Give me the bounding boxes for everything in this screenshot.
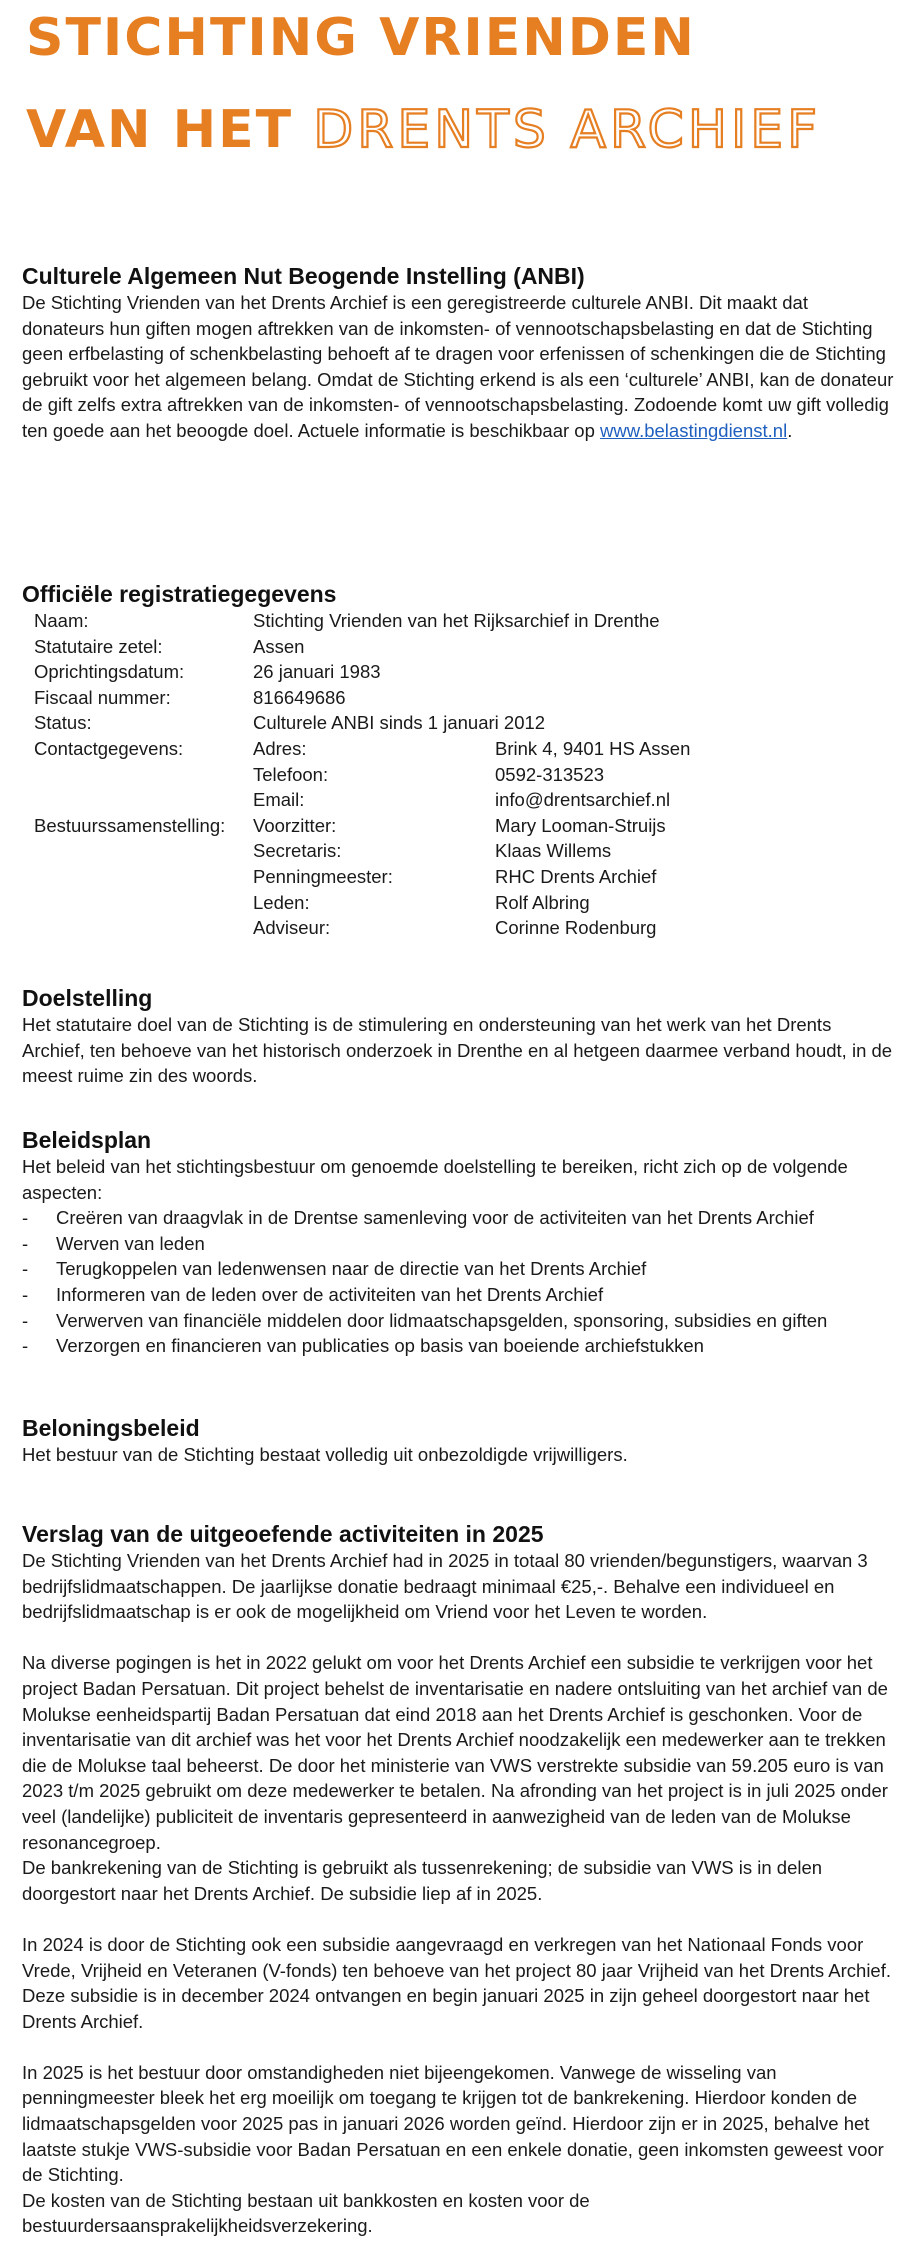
reg-value: 26 januari 1983 bbox=[253, 661, 381, 683]
registration-row bbox=[34, 736, 894, 762]
verslag-paragraph: De kosten van de Stichting bestaan uit bankkosten en kosten voor de bestuurdersaansprakelijkheidsverzekering. bbox=[22, 2189, 590, 2237]
reg-label: Naam: bbox=[34, 610, 89, 631]
verslag-paragraph: In 2024 is door de Stichting ook een subsidie aangevraagd en verkregen van het Nationaal Fonds voor Vrede, Vrijheid en Veteranen (V-fonds) ten behoeve van het project 80 jaar Vrijheid van het Drents Archief. Deze subsidie is in december 2024 ontvangen en begin januari 2025 in zijn geheel doorgestort naar het Drents Archief. bbox=[22, 1933, 891, 2032]
reg-label: Fiscaal nummer: bbox=[34, 686, 171, 708]
registration-table bbox=[34, 608, 894, 941]
reg-label: Statutaire zetel: bbox=[34, 635, 163, 657]
list-item-text: Informeren van de leden over de activiteiten van het Drents Archief bbox=[56, 1283, 604, 1305]
list-item-text: Creëren van draagvlak in de Drentse samenleving voor de activiteiten van het Drents Archief bbox=[56, 1207, 814, 1229]
verslag-paragraph: In 2025 is het bestuur door omstandigheden niet bijeengekomen. Vanwege de wisseling van penningmeester bleek het erg moeilijk om toegang te krijgen tot de bankrekening. Hierdoor konden de lidmaatschapsgelden voor 2025 pas in januari 2026 worden geïnd. Hierdoor zijn er in 2025, behalve het laatste stukje VWS-subsidie voor Badan Persatuan en een enkele donatie, geen inkomsten geweest voor de Stichting. bbox=[22, 2061, 884, 2186]
registration-section bbox=[22, 580, 894, 941]
dash-marker: - bbox=[22, 1283, 29, 1305]
list-item-text: Verzorgen en financieren van publicaties op basis van boeiende archiefstukken bbox=[56, 1335, 704, 1357]
reg-sublabel: Secretaris: bbox=[253, 840, 342, 862]
reg-sublabel: Email: bbox=[253, 789, 305, 811]
registration-row bbox=[34, 710, 894, 736]
reg-sublabel: Leden: bbox=[253, 891, 310, 913]
list-item bbox=[22, 1256, 894, 1282]
doelstelling-section bbox=[22, 984, 894, 1089]
registration-row bbox=[34, 634, 894, 660]
reg-label bbox=[34, 838, 253, 864]
reg-label bbox=[34, 890, 253, 916]
registration-row bbox=[34, 890, 894, 916]
reg-value: Culturele ANBI sinds 1 januari 2012 bbox=[253, 712, 546, 734]
registration-row bbox=[34, 813, 894, 839]
reg-sublabel: Adres: bbox=[253, 737, 307, 759]
reg-sublabel: Voorzitter: bbox=[253, 814, 337, 836]
registration-row bbox=[34, 864, 894, 890]
reg-value: Corinne Rodenburg bbox=[495, 917, 657, 939]
reg-label bbox=[34, 762, 253, 788]
reg-value: RHC Drents Archief bbox=[495, 865, 657, 887]
doelstelling-heading: Doelstelling bbox=[22, 985, 153, 1011]
reg-label: Oprichtingsdatum: bbox=[34, 661, 185, 683]
registration-row bbox=[34, 915, 894, 941]
registration-heading: Officiële registratiegegevens bbox=[22, 581, 337, 607]
reg-label bbox=[34, 787, 253, 813]
dash-marker: - bbox=[22, 1335, 29, 1357]
beleidsplan-list bbox=[22, 1205, 894, 1359]
beleidsplan-intro: Het beleid van het stichtingsbestuur om genoemde doelstelling te bereiken, richt zich op de volgende aspecten: bbox=[22, 1156, 848, 1203]
anbi-text bbox=[22, 290, 894, 444]
registration-row bbox=[34, 608, 894, 634]
verslag-paragraph: Na diverse pogingen is het in 2022 gelukt om voor het Drents Archief een subsidie te verkrijgen voor het project Badan Persatuan. Dit project behelst de inventarisatie en nadere ontsluiting van het archief van de Molukse eenheidspartij Badan Persatuan dat eind 2018 aan het Drents Archief is geschonken. Voor de inventarisatie van dit archief was het voor het Drents Archief noodzakelijk een medewerker aan te trekken die de Molukse taal beheerst. De door het ministerie van VWS verstrekte subsidie van 59.205 euro is van 2023 t/m 2025 gebruikt om deze medewerker te betalen. Na afronding van het project is in juli 2025 onder veel (landelijke) publiciteit de inventaris gepresenteerd in aanwezigheid van de leden van de Molukse resonancegroep. bbox=[22, 1652, 888, 1853]
dash-marker: - bbox=[22, 1309, 29, 1331]
title-solid-part: VAN HET bbox=[26, 100, 294, 160]
doelstelling-text: Het statutaire doel van de Stichting is de stimulering en ondersteuning van het werk van het Drents Archief, ten behoeve van het historisch onderzoek in Drenthe en al hetgeen daarmee verband houdt, in de meest ruime zin des woords. bbox=[22, 1014, 893, 1087]
anbi-heading: Culturele Algemeen Nut Beogende Instelling (ANBI) bbox=[22, 263, 585, 289]
beloningsbeleid-heading: Beloningsbeleid bbox=[22, 1415, 200, 1441]
anbi-end: . bbox=[787, 419, 793, 441]
beleidsplan-section bbox=[22, 1126, 894, 1359]
title-outline-part: DRENTS ARCHIEF bbox=[313, 100, 822, 160]
reg-label bbox=[34, 915, 253, 941]
reg-label: Contactgegevens: bbox=[34, 737, 184, 759]
title-line-2 bbox=[26, 100, 886, 160]
reg-value: Assen bbox=[253, 635, 305, 657]
verslag-paragraph: De bankrekening van de Stichting is gebruikt als tussenrekening; de subsidie van VWS is in delen doorgestort naar het Drents Archief. De subsidie liep af in 2025. bbox=[22, 1857, 823, 1904]
reg-label bbox=[34, 864, 253, 890]
registration-row bbox=[34, 685, 894, 711]
reg-value: Mary Looman-Struijs bbox=[495, 814, 666, 836]
anbi-section bbox=[22, 262, 894, 444]
registration-row bbox=[34, 787, 894, 813]
list-item-text: Terugkoppelen van ledenwensen naar de directie van het Drents Archief bbox=[56, 1258, 647, 1280]
reg-sublabel: Telefoon: bbox=[253, 763, 329, 785]
reg-value: info@drentsarchief.nl bbox=[495, 789, 671, 811]
verslag-section bbox=[22, 1520, 894, 2239]
list-item-text: Verwerven van financiële middelen door lidmaatschapsgelden, sponsoring, subsidies en giften bbox=[56, 1309, 828, 1331]
registration-row bbox=[34, 838, 894, 864]
dash-marker: - bbox=[22, 1207, 29, 1229]
dash-marker: - bbox=[22, 1258, 29, 1280]
reg-value: 0592-313523 bbox=[495, 763, 605, 785]
verslag-heading: Verslag van de uitgeoefende activiteiten in 2025 bbox=[22, 1521, 544, 1547]
reg-value: 816649686 bbox=[253, 686, 346, 708]
beloningsbeleid-section bbox=[22, 1414, 894, 1468]
reg-label: Status: bbox=[34, 712, 92, 734]
list-item bbox=[22, 1231, 894, 1257]
list-item bbox=[22, 1282, 894, 1308]
list-item bbox=[22, 1308, 894, 1334]
list-item bbox=[22, 1333, 894, 1359]
verslag-paragraph: De Stichting Vrienden van het Drents Archief had in 2025 in totaal 80 vrienden/begunstigers, waarvan 3 bedrijfslidmaatschappen. De jaarlijkse donatie bedraagt minimaal €25,-. Behalve een individueel en bedrijfslidmaatschap is er ook de mogelijkheid om Vriend voor het Leven te worden. bbox=[22, 1550, 868, 1623]
belastingdienst-link[interactable]: www.belastingdienst.nl bbox=[600, 419, 788, 441]
list-item bbox=[22, 1205, 894, 1231]
reg-sublabel: Adviseur: bbox=[253, 917, 331, 939]
list-item-text: Werven van leden bbox=[56, 1232, 205, 1254]
reg-value: Brink 4, 9401 HS Assen bbox=[495, 737, 691, 759]
reg-value: Stichting Vrienden van het Rijksarchief in Drenthe bbox=[253, 610, 660, 631]
registration-row bbox=[34, 659, 894, 685]
registration-row bbox=[34, 762, 894, 788]
beleidsplan-heading: Beleidsplan bbox=[22, 1127, 152, 1153]
reg-label: Bestuurssamenstelling: bbox=[34, 814, 226, 836]
reg-sublabel: Penningmeester: bbox=[253, 865, 393, 887]
page-title bbox=[26, 8, 886, 160]
reg-value: Klaas Willems bbox=[495, 840, 612, 862]
anbi-body: De Stichting Vrienden van het Drents Archief is een geregistreerde culturele ANBI. Dit maakt dat donateurs hun giften mogen aftrekken van de inkomsten- of vennootschapsbelasting en dat de Stichting geen erfbelasting of schenkbelasting behoeft af te dragen voor erfenissen of schenkingen die de Stichting gebruikt voor het algemeen belang. Omdat de Stichting erkend is als een ‘culturele’ ANBI, kan de donateur de gift zelfs extra aftrekken van de inkomsten- of vennootschapsbelasting. Zodoende komt uw gift volledig ten goede aan het beoogde doel. Actuele informatie is beschikbaar op bbox=[22, 292, 894, 441]
title-line-1: STICHTING VRIENDEN bbox=[26, 8, 696, 68]
reg-value: Rolf Albring bbox=[495, 891, 590, 913]
dash-marker: - bbox=[22, 1232, 29, 1254]
beloningsbeleid-text: Het bestuur van de Stichting bestaat volledig uit onbezoldigde vrijwilligers. bbox=[22, 1444, 628, 1465]
